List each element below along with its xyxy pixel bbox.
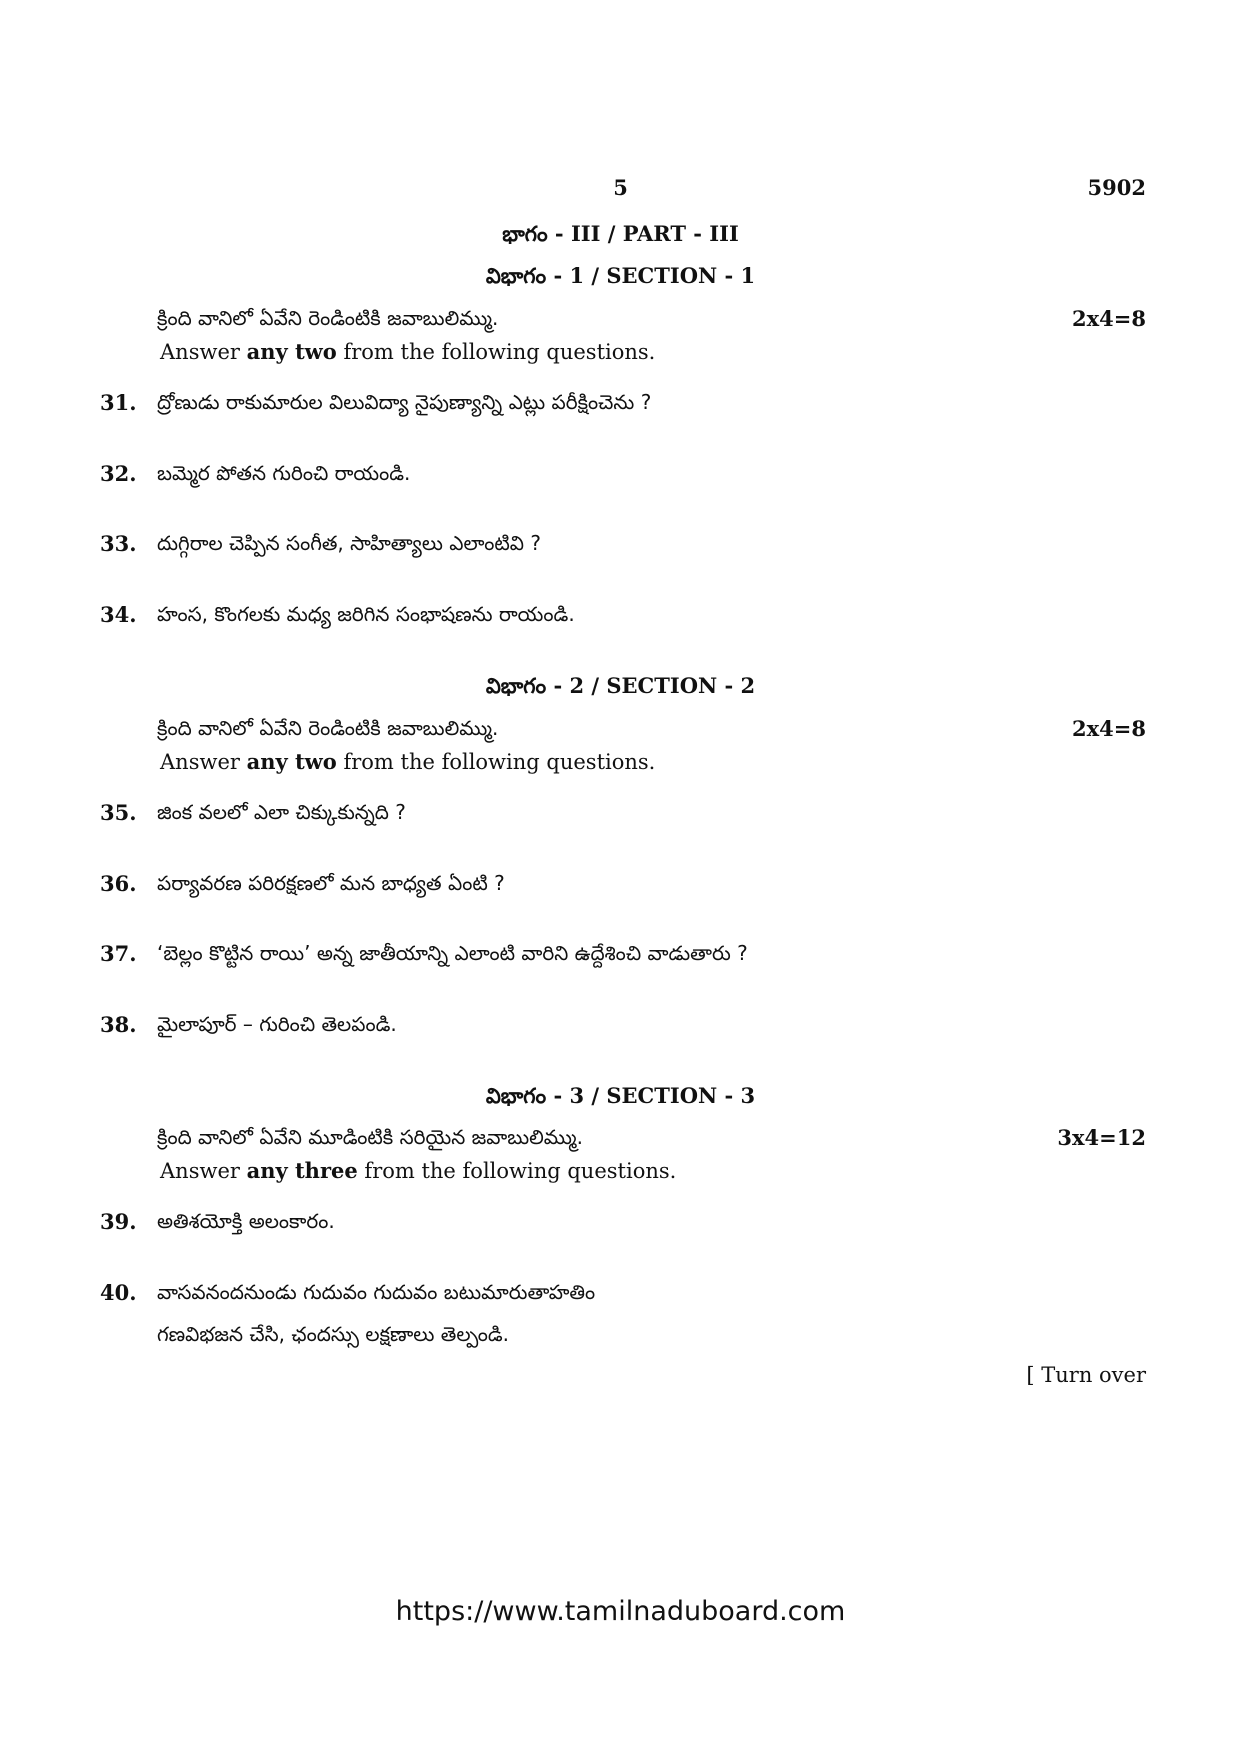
- question-number: 34.: [100, 602, 137, 627]
- section-1-instruction-english: Answer any two from the following questions.: [160, 339, 656, 364]
- question-number: 32.: [100, 461, 137, 486]
- section-3-title: విభాగం - 3 / SECTION - 3: [485, 1083, 756, 1108]
- section-3-instruction-english: Answer any three from the following questions.: [160, 1158, 677, 1183]
- question-text: వాసవనందనుండు గుదువం గుదువం బటుమారుతాహతిం: [157, 1280, 596, 1304]
- section-3-marks: 3x4=12: [1057, 1125, 1146, 1150]
- question-number: 37.: [100, 941, 137, 966]
- question-number: 33.: [100, 531, 137, 556]
- section-2-title: విభాగం - 2 / SECTION - 2: [485, 673, 756, 698]
- section-2-marks: 2x4=8: [1072, 716, 1146, 741]
- section-1-title: విభాగం - 1 / SECTION - 1: [485, 263, 756, 288]
- question-number: 39.: [100, 1209, 137, 1234]
- page-number: 5: [613, 175, 628, 200]
- question-number: 35.: [100, 800, 137, 825]
- question-number: 36.: [100, 871, 137, 896]
- section-3-instruction-telugu: క్రింది వానిలో ఏవేని మూడింటికి సరియైన జవాబులిమ్ము.: [157, 1125, 583, 1149]
- section-1-marks: 2x4=8: [1072, 306, 1146, 331]
- question-text: ‘బెల్లం కొట్టిన రాయి’ అన్న జాతీయాన్ని ఎలాంటి వారిని ఉద్దేశించి వాడుతారు ?: [157, 941, 748, 965]
- question-text-continued: గణవిభజన చేసి, ఛందస్సు లక్షణాలు తెల్పండి.: [157, 1322, 510, 1346]
- question-text: దుగ్గిరాల చెప్పిన సంగీత, సాహిత్యాలు ఎలాంటివి ?: [157, 531, 541, 555]
- question-number: 40.: [100, 1280, 137, 1305]
- part-title: భాగం - III / PART - III: [502, 221, 739, 246]
- question-number: 38.: [100, 1012, 137, 1037]
- question-text: ద్రోణుడు రాకుమారుల విలువిద్యా నైపుణ్యాన్ని ఎట్లు పరీక్షించెను ?: [157, 390, 652, 414]
- footer-url: https://www.tamilnaduboard.com: [395, 1596, 846, 1627]
- question-number: 31.: [100, 390, 137, 415]
- question-text: పర్యావరణ పరిరక్షణలో మన బాధ్యత ఏంటి ?: [157, 871, 505, 895]
- paper-code: 5902: [1087, 175, 1146, 200]
- question-text: హంస, కొంగలకు మధ్య జరిగిన సంభాషణను రాయండి.: [157, 602, 575, 626]
- question-text: అతిశయోక్తి అలంకారం.: [157, 1209, 335, 1233]
- section-2-instruction-telugu: క్రింది వానిలో ఏవేని రెండింటికి జవాబులిమ్ము.: [157, 716, 499, 740]
- question-text: మైలాపూర్ – గురించి తెలపండి.: [157, 1012, 397, 1036]
- question-text: జింక వలలో ఎలా చిక్కుకున్నది ?: [157, 800, 406, 824]
- question-text: బమ్మెర పోతన గురించి రాయండి.: [157, 461, 411, 485]
- section-1-instruction-telugu: క్రింది వానిలో ఏవేని రెండింటికి జవాబులిమ్ము.: [157, 306, 499, 330]
- turn-over-note: [ Turn over: [1026, 1363, 1146, 1387]
- section-2-instruction-english: Answer any two from the following questions.: [160, 749, 656, 774]
